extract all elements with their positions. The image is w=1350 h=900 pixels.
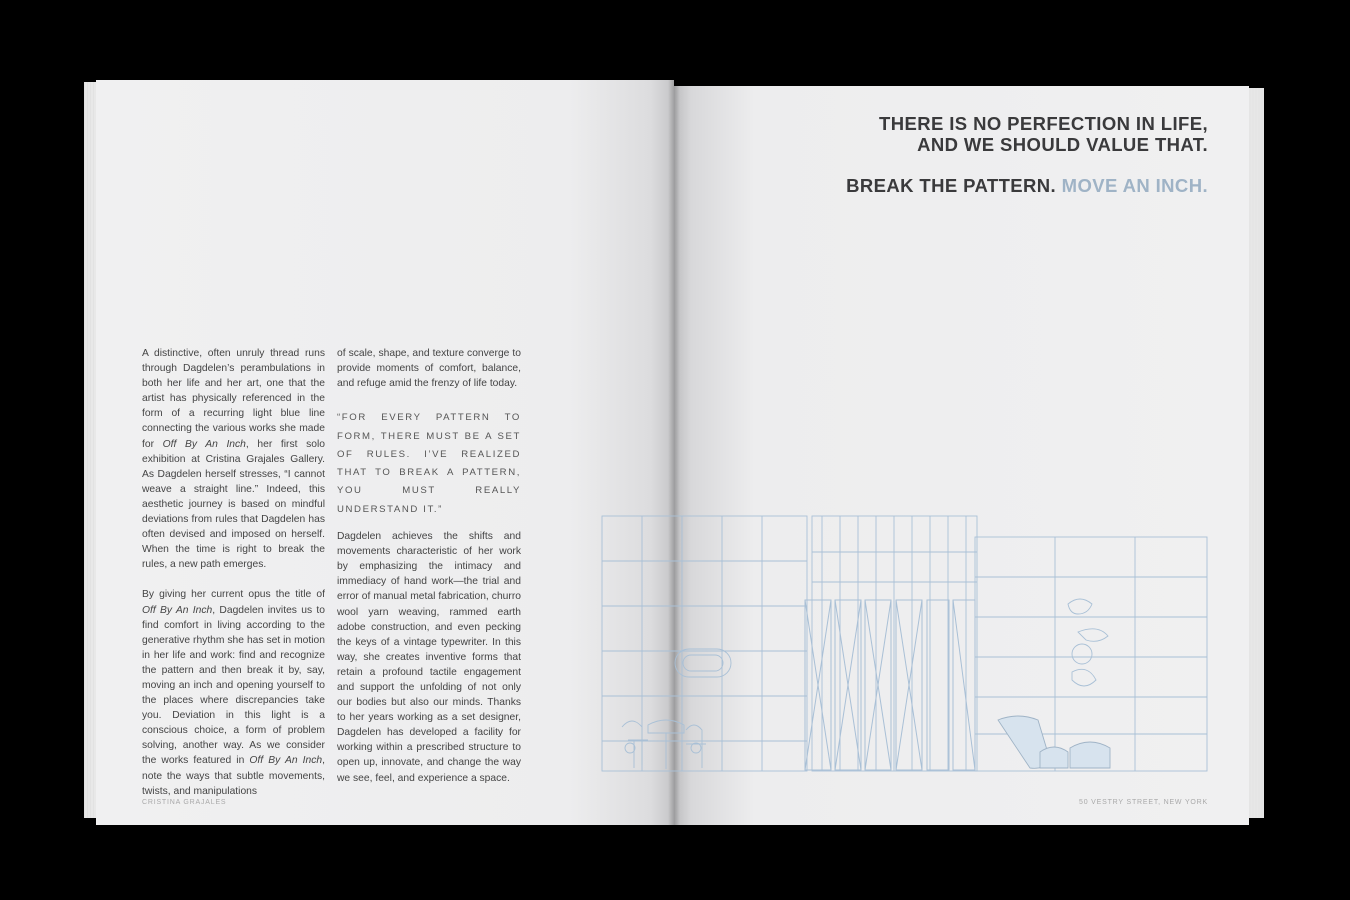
loop-shelf [675, 649, 731, 677]
footer-gallery-name: CRISTINA GRAJALES [142, 799, 227, 806]
woven-panels [805, 600, 975, 770]
body-paragraph: Dagdelen achieves the shifts and movements characteristic of her work by emphasizing the intimacy and immediacy of hand work—the trial and error of manual metal fabrication, churro wool yarn weaving, rammed earth adobe construction, and even pecking the keys of a vintage typewriter. In this way, she creates inventive forms that retain a profound tactile engagement and support the unfolding of not only our bodies but also our minds. Thanks to her years working as a set designer, Dagdelen has developed a facility for working within a prescribed structure to open up, innovate, and change the way we see, feel, and experience a space. [337, 531, 521, 784]
footer-address: 50 VESTRY STREET, NEW YORK [1079, 799, 1208, 806]
left-grid-wall [602, 516, 807, 771]
exhibition-title: Off By An Inch [249, 755, 323, 767]
headline-line: AND WE SHOULD VALUE THAT. [917, 134, 1208, 155]
subheadline-dark: BREAK THE PATTERN. [846, 175, 1057, 196]
exhibition-title: Off By An Inch [142, 604, 213, 616]
pull-quote: “FOR EVERY PATTERN TO FORM, THERE MUST BE A SET OF RULES. I’VE REALIZED THAT TO BREAK A PATTERN, YOU MUST REALLY UNDERSTAND IT.” [337, 412, 521, 515]
subheadline-accent: MOVE AN INCH. [1061, 175, 1208, 196]
table-and-chairs [622, 720, 706, 769]
body-paragraph: of scale, shape, and texture converge to provide moments of comfort, balance, and refuge amid the frenzy of life today. [337, 348, 521, 390]
subheadline [846, 175, 1208, 196]
body-column-1 [142, 346, 325, 799]
headline-quote [879, 113, 1208, 155]
headline-line: THERE IS NO PERFECTION IN LIFE, [879, 113, 1208, 134]
body-paragraph: By giving her current opus the title of Off By An Inch, Dagdelen invites us to find comfort in living according to the generative rhythm she has set in motion in her life and work: find and recognize the pattern and then break it by, say, moving an inch and opening yourself to the places where discrepancies take you. Deviation in this light is a conscious choice, a form of problem solving, another way. As we consider the works featured in Off By An Inch, note the ways that subtle movements, twists, and manipulations [142, 589, 325, 797]
body-paragraph: A distinctive, often unruly thread runs through Dagdelen’s perambulations in both her life and her art, one that the artist has physically referenced in the form of a recurring light blue line connecting the various works she made for Off By An Inch, her first solo exhibition at Cristina Grajales Gallery. As Dagdelen herself stresses, “I cannot weave a straight line.” Indeed, this aesthetic journey is based on mindful deviations from rules that Dagdelen has often devised and imposed on herself. When the time is right to break the rules, a new path emerges. [142, 348, 325, 571]
curved-seating [998, 716, 1110, 768]
slat-screen [812, 516, 977, 771]
body-column-2 [337, 346, 521, 786]
wall-sculptures [1068, 599, 1108, 686]
exhibition-line-drawing [600, 512, 1210, 774]
exhibition-title: Off By An Inch [162, 438, 246, 450]
